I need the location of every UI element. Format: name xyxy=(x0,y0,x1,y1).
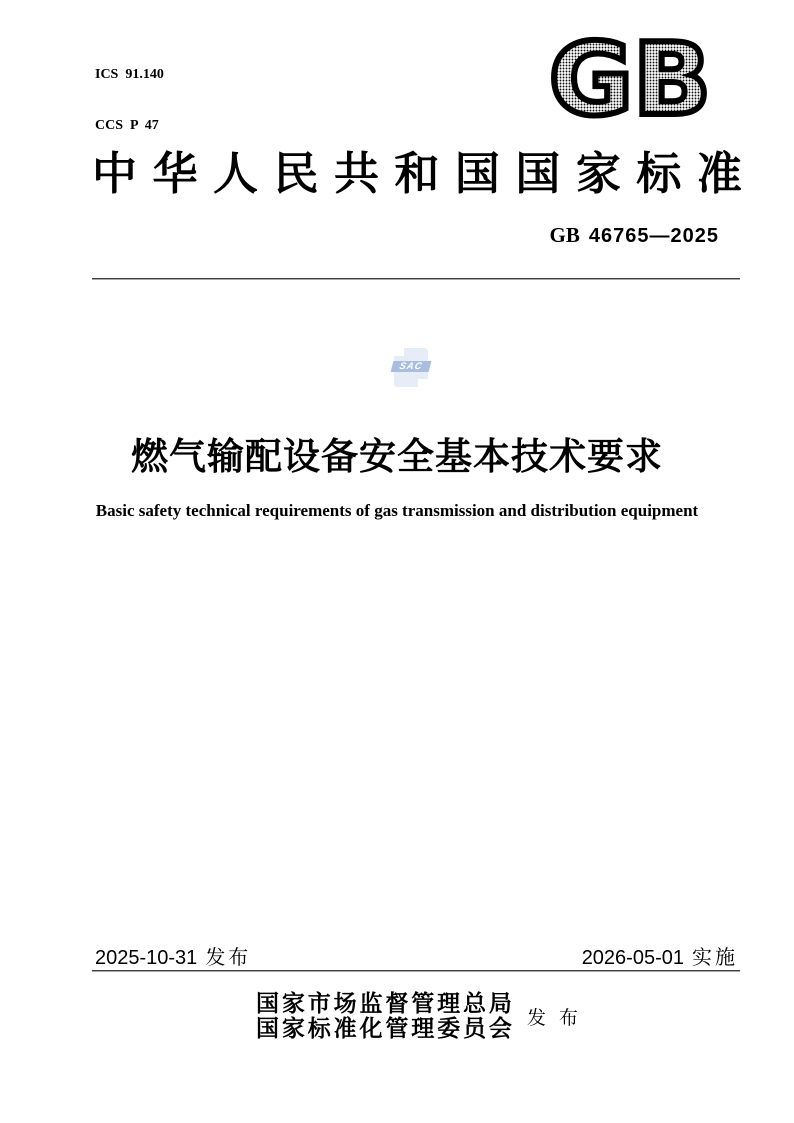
gb-logo-text: GB xyxy=(549,34,711,120)
divider-bottom xyxy=(92,970,740,972)
sac-watermark-text: SAC xyxy=(391,361,432,372)
document-title-chinese: 燃气输配设备安全基本技术要求 xyxy=(131,436,663,477)
release-label: 发布 xyxy=(527,1008,592,1029)
sac-watermark xyxy=(394,348,428,387)
issue-date: 2025-10-31 xyxy=(95,947,198,969)
issuing-agency-1: 国 家 市 场 监 督 管 理 总 局 xyxy=(256,991,512,1016)
ics-code: ICS 91.140 xyxy=(95,67,164,82)
ccs-code: CCS P 47 xyxy=(95,118,159,133)
standard-code xyxy=(550,223,719,248)
divider-top xyxy=(92,278,740,280)
implementation-date-line xyxy=(582,941,738,970)
page-title: 中 华 人 民 共 和 国 国 家 标 准 xyxy=(92,149,742,199)
standard-code-number: 46765—2025 xyxy=(588,225,719,247)
implementation-date-label: 实施 xyxy=(692,947,738,969)
issue-date-line xyxy=(95,941,251,970)
issue-date-label: 发布 xyxy=(205,947,252,969)
gb-logo-icon xyxy=(544,34,714,120)
issuing-agency-2: 国 家 标 准 化 管 理 委 员 会 xyxy=(256,1016,512,1041)
issuing-agencies xyxy=(256,991,512,1041)
standard-code-prefix: GB xyxy=(549,223,580,247)
document-title-english: Basic safety technical requirements of gas transmission and distribution equipment xyxy=(95,501,699,520)
implementation-date: 2026-05-01 xyxy=(581,947,684,969)
